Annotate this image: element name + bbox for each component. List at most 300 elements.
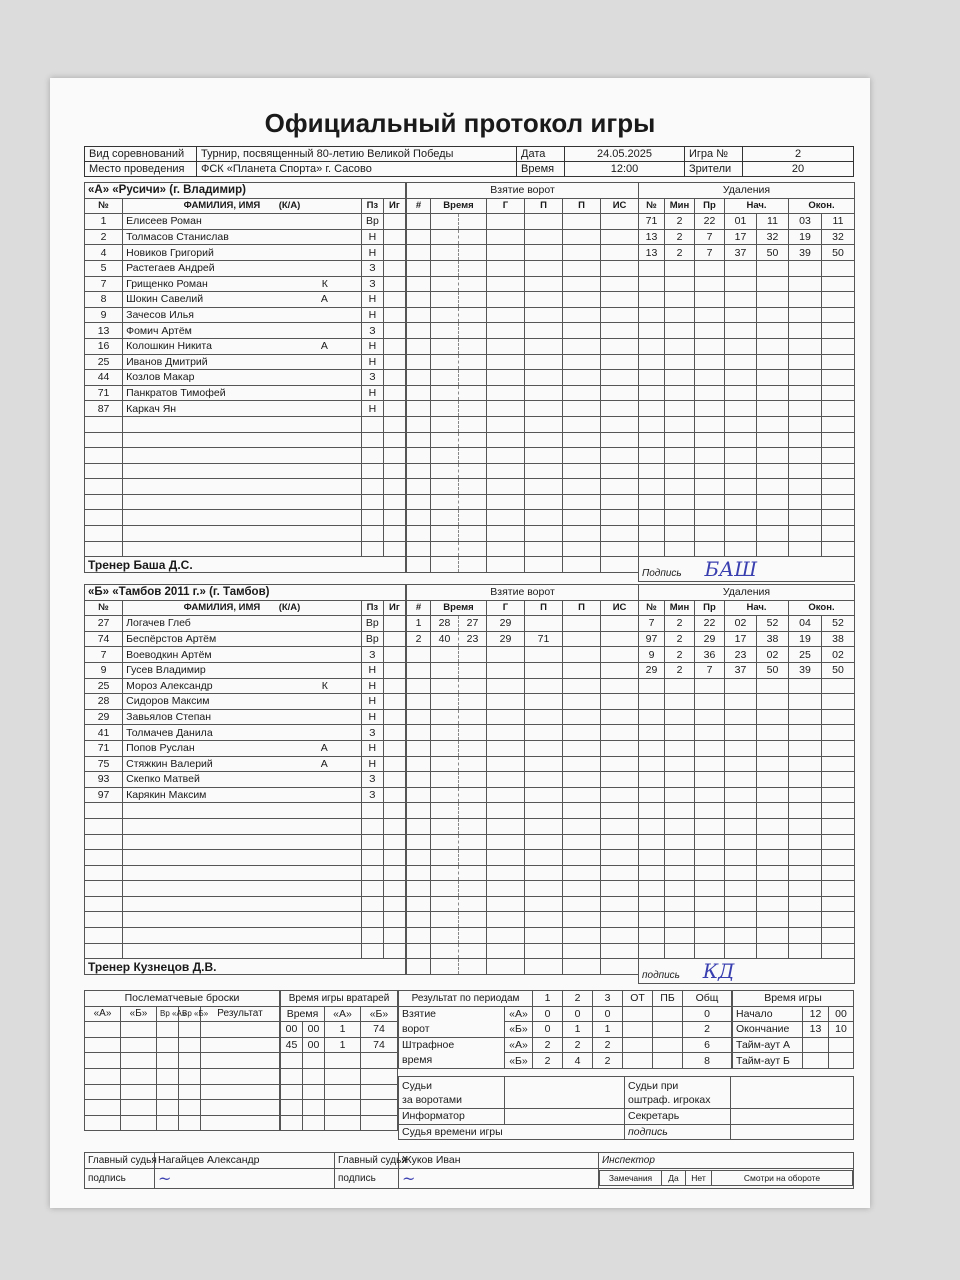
empty-cell	[665, 432, 695, 448]
empty-cell	[123, 818, 362, 834]
player-number: 5	[85, 260, 123, 276]
empty-cell	[407, 494, 431, 510]
empty-cell	[459, 416, 487, 432]
empty-cell	[789, 787, 822, 803]
empty-cell	[383, 510, 405, 526]
empty-cell	[639, 401, 665, 417]
goal-g: 29	[487, 616, 525, 632]
goal-row	[407, 787, 639, 803]
empty-cell	[601, 662, 639, 678]
empty-cell	[789, 526, 822, 542]
goal-p: 71	[525, 631, 563, 647]
empty-cell	[563, 912, 601, 928]
spectators-label: Зрители	[685, 162, 743, 177]
penalty-row	[639, 214, 855, 230]
empty-cell	[601, 709, 639, 725]
penalty-row	[639, 631, 855, 647]
empty-cell	[725, 526, 757, 542]
player-name-cell	[123, 709, 362, 725]
empty-cell	[725, 850, 757, 866]
empty-cell	[665, 494, 695, 510]
empty-cell	[757, 928, 789, 944]
empty-cell	[361, 818, 383, 834]
empty-cell	[563, 448, 601, 464]
player-row	[85, 510, 406, 526]
empty-cell	[563, 479, 601, 495]
empty-cell	[431, 709, 459, 725]
empty-cell	[757, 725, 789, 741]
player-row	[85, 494, 406, 510]
empty-cell	[725, 896, 757, 912]
empty-cell	[601, 479, 639, 495]
empty-cell	[431, 818, 459, 834]
goal-row	[407, 416, 639, 432]
pen-col-start-b: Нач.	[725, 600, 789, 616]
player-row	[85, 370, 406, 386]
player-name: Иванов Дмитрий	[126, 355, 208, 368]
empty-cell	[431, 229, 459, 245]
player-name: Панкратов Тимофей	[126, 387, 226, 400]
penalty-e1: 03	[789, 214, 822, 230]
empty-cell	[459, 772, 487, 788]
empty-cell	[431, 292, 459, 308]
empty-cell	[459, 510, 487, 526]
empty-cell	[601, 694, 639, 710]
player-name: Колошкин Никита	[126, 340, 212, 353]
empty-cell	[487, 678, 525, 694]
empty-cell	[822, 803, 855, 819]
player-name-cell	[123, 370, 362, 386]
empty-cell	[789, 323, 822, 339]
empty-cell	[695, 338, 725, 354]
penalty-row	[639, 494, 855, 510]
chief-referees-table	[84, 1152, 854, 1189]
empty-cell	[431, 662, 459, 678]
penalty-min: 2	[665, 662, 695, 678]
player-position: Н	[361, 385, 383, 401]
empty-cell	[601, 772, 639, 788]
empty-cell	[525, 510, 563, 526]
player-row	[85, 245, 406, 261]
empty-cell	[487, 416, 525, 432]
empty-cell	[459, 787, 487, 803]
player-row	[85, 678, 406, 694]
team-a-sign-cell	[639, 557, 855, 582]
empty-cell	[639, 338, 665, 354]
empty-cell	[563, 865, 601, 881]
empty-cell	[407, 448, 431, 464]
date-value: 24.05.2025	[565, 147, 685, 162]
empty-cell	[563, 662, 601, 678]
player-row	[85, 541, 406, 557]
empty-cell	[407, 787, 431, 803]
period-results-table	[398, 990, 732, 1069]
team-b-penalties	[638, 584, 855, 984]
empty-cell	[525, 338, 563, 354]
empty-cell	[361, 494, 383, 510]
empty-cell	[361, 865, 383, 881]
empty-cell	[601, 896, 639, 912]
penalty-row	[639, 912, 855, 928]
empty-cell	[361, 479, 383, 495]
empty-cell	[563, 881, 601, 897]
player-played	[383, 725, 405, 741]
empty-cell	[525, 448, 563, 464]
empty-cell	[407, 479, 431, 495]
empty-cell	[563, 647, 601, 663]
player-number: 87	[85, 401, 123, 417]
empty-cell	[695, 803, 725, 819]
penalty-row	[639, 818, 855, 834]
empty-cell	[361, 510, 383, 526]
empty-cell	[725, 354, 757, 370]
empty-cell	[695, 896, 725, 912]
player-played	[383, 694, 405, 710]
goals-team-b: «Б»	[505, 1022, 533, 1038]
empty-cell	[459, 709, 487, 725]
penalty-s2: 52	[757, 616, 789, 632]
secretary-sign-label: подпись	[625, 1124, 731, 1140]
empty-cell	[665, 928, 695, 944]
player-played	[383, 323, 405, 339]
player-number: 71	[85, 385, 123, 401]
period-ot: ОТ	[623, 991, 653, 1007]
goal-row	[407, 260, 639, 276]
empty-cell	[459, 245, 487, 261]
empty-cell	[383, 432, 405, 448]
empty-cell	[487, 787, 525, 803]
team-b-coach: Тренер Кузнецов Д.В.	[85, 959, 406, 975]
empty-cell	[757, 818, 789, 834]
empty-cell	[695, 678, 725, 694]
pen-a-p1: 2	[533, 1037, 563, 1053]
player-name: Козлов Макар	[126, 371, 195, 384]
penalty-row	[639, 385, 855, 401]
empty-cell	[563, 787, 601, 803]
empty-cell	[757, 756, 789, 772]
empty-cell	[725, 725, 757, 741]
goal-col-g: Г	[487, 198, 525, 214]
player-row	[85, 818, 406, 834]
penalty-row	[639, 709, 855, 725]
empty-cell	[407, 896, 431, 912]
empty-cell	[601, 260, 639, 276]
empty-cell	[822, 850, 855, 866]
empty-cell	[407, 510, 431, 526]
goal-col-p-b: П	[525, 600, 563, 616]
empty-cell	[85, 896, 123, 912]
competition-label: Вид соревнований	[85, 147, 197, 162]
empty-cell	[563, 401, 601, 417]
player-name-cell	[123, 323, 362, 339]
player-number: 9	[85, 307, 123, 323]
penalty-e2: 50	[822, 662, 855, 678]
empty-cell	[407, 416, 431, 432]
empty-cell	[639, 943, 665, 959]
empty-cell	[431, 432, 459, 448]
empty-cell	[563, 245, 601, 261]
player-played	[383, 276, 405, 292]
empty-cell	[757, 896, 789, 912]
empty-cell	[725, 292, 757, 308]
penalty-row	[639, 526, 855, 542]
penalty-e2: 52	[822, 616, 855, 632]
remarks-table	[599, 1170, 853, 1187]
empty-cell	[725, 401, 757, 417]
empty-cell	[383, 494, 405, 510]
empty-cell	[459, 385, 487, 401]
empty-cell	[431, 323, 459, 339]
empty-cell	[361, 541, 383, 557]
empty-cell	[487, 818, 525, 834]
empty-cell	[563, 694, 601, 710]
empty-cell	[695, 834, 725, 850]
empty-cell	[487, 928, 525, 944]
empty-cell	[487, 803, 525, 819]
penalty-row	[639, 432, 855, 448]
empty-cell	[563, 385, 601, 401]
player-name: Елисеев Роман	[126, 215, 202, 228]
player-played	[383, 245, 405, 261]
empty-cell	[639, 292, 665, 308]
empty-cell	[361, 526, 383, 542]
empty-cell	[601, 401, 639, 417]
player-row	[85, 694, 406, 710]
empty-cell	[459, 647, 487, 663]
player-name: Зачесов Илья	[126, 309, 194, 322]
empty-cell	[383, 526, 405, 542]
empty-cell	[487, 881, 525, 897]
place-label: Место проведения	[85, 162, 197, 177]
empty-cell	[665, 850, 695, 866]
empty-cell	[695, 694, 725, 710]
empty-cell	[123, 928, 362, 944]
penalty-pr: 36	[695, 647, 725, 663]
player-position: Н	[361, 709, 383, 725]
empty-cell	[695, 943, 725, 959]
empty-cell	[383, 416, 405, 432]
goal-row	[407, 772, 639, 788]
empty-cell	[695, 260, 725, 276]
empty-cell	[757, 881, 789, 897]
secretary-label: Секретарь	[625, 1109, 731, 1125]
player-name-cell	[123, 725, 362, 741]
pen-a-p3: 2	[593, 1037, 623, 1053]
empty-cell	[757, 276, 789, 292]
empty-cell	[407, 709, 431, 725]
empty-cell	[639, 541, 665, 557]
empty-cell	[757, 803, 789, 819]
empty-cell	[665, 881, 695, 897]
empty-cell	[431, 928, 459, 944]
empty-cell	[822, 432, 855, 448]
goal-col-hash-b: #	[407, 600, 431, 616]
empty-cell	[525, 526, 563, 542]
empty-cell	[487, 772, 525, 788]
penalty-no: 13	[639, 229, 665, 245]
penalty-row	[639, 647, 855, 663]
empty-cell	[725, 323, 757, 339]
empty-cell	[757, 370, 789, 386]
empty-cell	[695, 787, 725, 803]
goal-s: 23	[459, 631, 487, 647]
empty-cell	[459, 494, 487, 510]
empty-cell	[563, 772, 601, 788]
empty-cell	[665, 709, 695, 725]
empty-cell	[487, 662, 525, 678]
penalty-row	[639, 896, 855, 912]
empty-cell	[525, 709, 563, 725]
empty-cell	[822, 834, 855, 850]
empty-cell	[525, 725, 563, 741]
empty-cell	[725, 865, 757, 881]
empty-cell	[822, 276, 855, 292]
empty-cell	[789, 307, 822, 323]
shootouts-table	[84, 990, 280, 1131]
empty-cell	[695, 709, 725, 725]
player-number: 9	[85, 662, 123, 678]
page-title: Официальный протокол игры	[264, 108, 656, 138]
empty-cell	[789, 803, 822, 819]
player-number: 93	[85, 772, 123, 788]
player-number: 71	[85, 740, 123, 756]
empty-cell	[407, 214, 431, 230]
empty-cell	[665, 740, 695, 756]
empty-cell	[431, 647, 459, 663]
empty-cell	[639, 756, 665, 772]
empty-cell	[487, 709, 525, 725]
empty-cell	[85, 526, 123, 542]
empty-cell	[665, 292, 695, 308]
player-position: Н	[361, 678, 383, 694]
empty-cell	[459, 928, 487, 944]
empty-cell	[85, 881, 123, 897]
empty-cell	[822, 323, 855, 339]
empty-cell	[525, 881, 563, 897]
empty-cell	[601, 338, 639, 354]
player-row	[85, 709, 406, 725]
player-row	[85, 740, 406, 756]
player-number: 29	[85, 709, 123, 725]
empty-cell	[563, 432, 601, 448]
penalty-min: 2	[665, 229, 695, 245]
penalty-row	[639, 740, 855, 756]
penalty-e2: 11	[822, 214, 855, 230]
player-position: З	[361, 725, 383, 741]
empty-cell	[431, 370, 459, 386]
empty-cell	[695, 292, 725, 308]
empty-cell	[822, 818, 855, 834]
penalty-row	[639, 370, 855, 386]
penalty-row	[639, 865, 855, 881]
empty-cell	[665, 912, 695, 928]
empty-cell	[822, 709, 855, 725]
penalty-row	[639, 292, 855, 308]
empty-cell	[563, 510, 601, 526]
empty-cell	[525, 245, 563, 261]
empty-cell	[639, 323, 665, 339]
remarks-no: Нет	[686, 1170, 712, 1186]
empty-cell	[361, 463, 383, 479]
empty-cell	[85, 432, 123, 448]
empty-cell	[383, 896, 405, 912]
player-name-cell	[123, 354, 362, 370]
team-a-goals	[406, 182, 639, 573]
end-minute: 10	[829, 1022, 854, 1038]
empty-cell	[431, 740, 459, 756]
end-hour: 13	[803, 1022, 829, 1038]
empty-cell	[601, 385, 639, 401]
empty-cell	[601, 557, 639, 573]
goal-row	[407, 510, 639, 526]
empty-cell	[757, 416, 789, 432]
empty-cell	[407, 943, 431, 959]
goal-col-g-b: Г	[487, 600, 525, 616]
pen-col-end-b: Окон.	[789, 600, 855, 616]
empty-cell	[459, 229, 487, 245]
penalty-no: 71	[639, 214, 665, 230]
empty-cell	[407, 881, 431, 897]
empty-cell	[639, 834, 665, 850]
empty-cell	[757, 448, 789, 464]
player-played	[383, 772, 405, 788]
player-played	[383, 662, 405, 678]
empty-cell	[525, 370, 563, 386]
player-position: Н	[361, 338, 383, 354]
empty-cell	[459, 370, 487, 386]
timekeeper-label: Судья времени игры	[399, 1124, 625, 1140]
empty-cell	[123, 865, 362, 881]
empty-cell	[665, 818, 695, 834]
empty-cell	[407, 541, 431, 557]
player-captain-mark: К	[321, 679, 328, 692]
empty-cell	[639, 803, 665, 819]
empty-cell	[85, 912, 123, 928]
empty-cell	[431, 834, 459, 850]
empty-cell	[487, 943, 525, 959]
empty-cell	[757, 260, 789, 276]
empty-cell	[601, 448, 639, 464]
empty-cell	[525, 307, 563, 323]
empty-cell	[459, 354, 487, 370]
empty-cell	[563, 463, 601, 479]
player-number: 13	[85, 323, 123, 339]
empty-cell	[459, 307, 487, 323]
penalty-s1: 37	[725, 662, 757, 678]
empty-cell	[487, 912, 525, 928]
player-position: З	[361, 370, 383, 386]
goal-row	[407, 229, 639, 245]
empty-cell	[789, 416, 822, 432]
player-position: З	[361, 276, 383, 292]
empty-cell	[822, 526, 855, 542]
penalty-row	[639, 229, 855, 245]
empty-cell	[383, 943, 405, 959]
game-time-table	[732, 990, 854, 1069]
empty-cell	[601, 370, 639, 386]
empty-cell	[123, 479, 362, 495]
empty-cell	[665, 448, 695, 464]
player-played	[383, 756, 405, 772]
empty-cell	[639, 896, 665, 912]
empty-cell	[525, 959, 563, 975]
gk-s: 00	[303, 1037, 325, 1053]
empty-cell	[525, 943, 563, 959]
empty-cell	[431, 772, 459, 788]
empty-cell	[639, 912, 665, 928]
player-played	[383, 787, 405, 803]
empty-cell	[601, 323, 639, 339]
